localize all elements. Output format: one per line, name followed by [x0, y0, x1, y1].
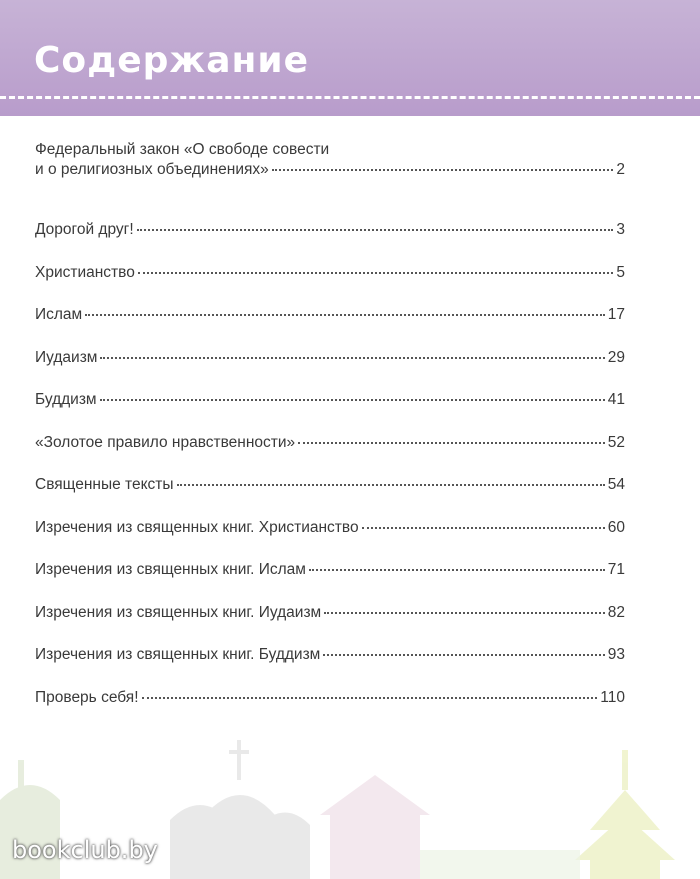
dot-leader — [137, 229, 614, 231]
toc-entry-text: Иудаизм — [35, 348, 98, 366]
toc-entry[interactable] — [35, 263, 625, 306]
toc-entry-row — [35, 475, 625, 495]
dot-leader — [100, 399, 605, 401]
toc-entry-text-line1: Федеральный закон «О свободе совести — [35, 141, 330, 158]
ground-shape — [420, 850, 580, 879]
dot-leader — [298, 442, 605, 444]
toc-entry[interactable] — [35, 603, 625, 646]
dot-leader — [142, 697, 598, 699]
toc-page-number: 82 — [607, 603, 625, 621]
toc-page-number: 71 — [607, 561, 625, 578]
dot-leader — [272, 169, 614, 171]
toc-entry-federal-law[interactable] — [35, 140, 625, 220]
toc-entry-text: «Золотое правило нравственности» — [35, 433, 296, 451]
dot-leader — [138, 272, 614, 274]
toc-entry-row — [35, 390, 625, 410]
toc-entry[interactable] — [35, 433, 625, 476]
toc-page-number: 110 — [600, 688, 625, 706]
toc-entry-row — [35, 688, 625, 708]
temple-icon — [320, 775, 430, 879]
toc-entry-row — [35, 263, 625, 283]
toc-page-number: 41 — [607, 391, 625, 408]
toc-page-number: 29 — [607, 348, 625, 366]
dot-leader — [323, 654, 604, 656]
toc-entry-text-line2: и о религиозных объединениях» — [35, 161, 269, 178]
toc-entry-row — [35, 645, 625, 665]
toc-page-number: 52 — [607, 433, 625, 451]
header-dashed-divider — [0, 96, 700, 99]
toc-entry-text: Христианство — [35, 263, 135, 281]
toc-entry-text: Проверь себя! — [35, 688, 139, 706]
toc-entry-row — [35, 348, 625, 368]
toc-page-number: 60 — [607, 518, 625, 536]
toc-entry-text: Изречения из священных книг. Буддизм — [35, 646, 321, 663]
toc-entry-row — [35, 560, 625, 580]
toc-entry-row — [35, 220, 625, 240]
toc-entry[interactable] — [35, 220, 625, 263]
toc-entry-row — [35, 160, 625, 180]
dot-leader — [362, 527, 605, 529]
church-icon — [170, 740, 310, 879]
toc-entry-text: Ислам — [35, 306, 83, 323]
toc-page-number: 54 — [607, 476, 625, 493]
dot-leader — [309, 569, 605, 571]
toc-page-number: 2 — [616, 161, 625, 178]
toc-entry-text: Буддизм — [35, 391, 97, 408]
toc-entry[interactable] — [35, 560, 625, 603]
toc-page-number: 3 — [616, 221, 625, 238]
page-title: Содержание — [34, 40, 310, 81]
toc-entry-text: Изречения из священных книг. Иудаизм — [35, 603, 322, 621]
toc-page-number: 93 — [607, 646, 625, 663]
header-banner — [0, 0, 700, 116]
table-of-contents — [35, 140, 625, 730]
toc-entry-row — [35, 603, 625, 623]
dot-leader — [85, 314, 605, 316]
toc-entry[interactable] — [35, 645, 625, 688]
dot-leader — [177, 484, 605, 486]
toc-entry[interactable] — [35, 305, 625, 348]
toc-entry-text: Священные тексты — [35, 476, 174, 493]
toc-entry-row — [35, 433, 625, 453]
dot-leader — [324, 612, 605, 614]
toc-entry-row — [35, 305, 625, 325]
pagoda-icon — [575, 750, 675, 879]
toc-entry-text: Дорогой друг! — [35, 221, 134, 238]
toc-entry-text: Изречения из священных книг. Христианство — [35, 518, 359, 536]
toc-entry-text: Изречения из священных книг. Ислам — [35, 561, 306, 578]
toc-entry[interactable] — [35, 518, 625, 561]
dot-leader — [100, 357, 604, 359]
watermark-text: bookclub.by — [12, 836, 158, 864]
toc-entry[interactable] — [35, 348, 625, 391]
toc-page-number: 17 — [607, 306, 625, 323]
toc-entry-row — [35, 518, 625, 538]
toc-page-number: 5 — [616, 263, 625, 281]
toc-entry[interactable] — [35, 390, 625, 433]
toc-entry[interactable] — [35, 475, 625, 518]
